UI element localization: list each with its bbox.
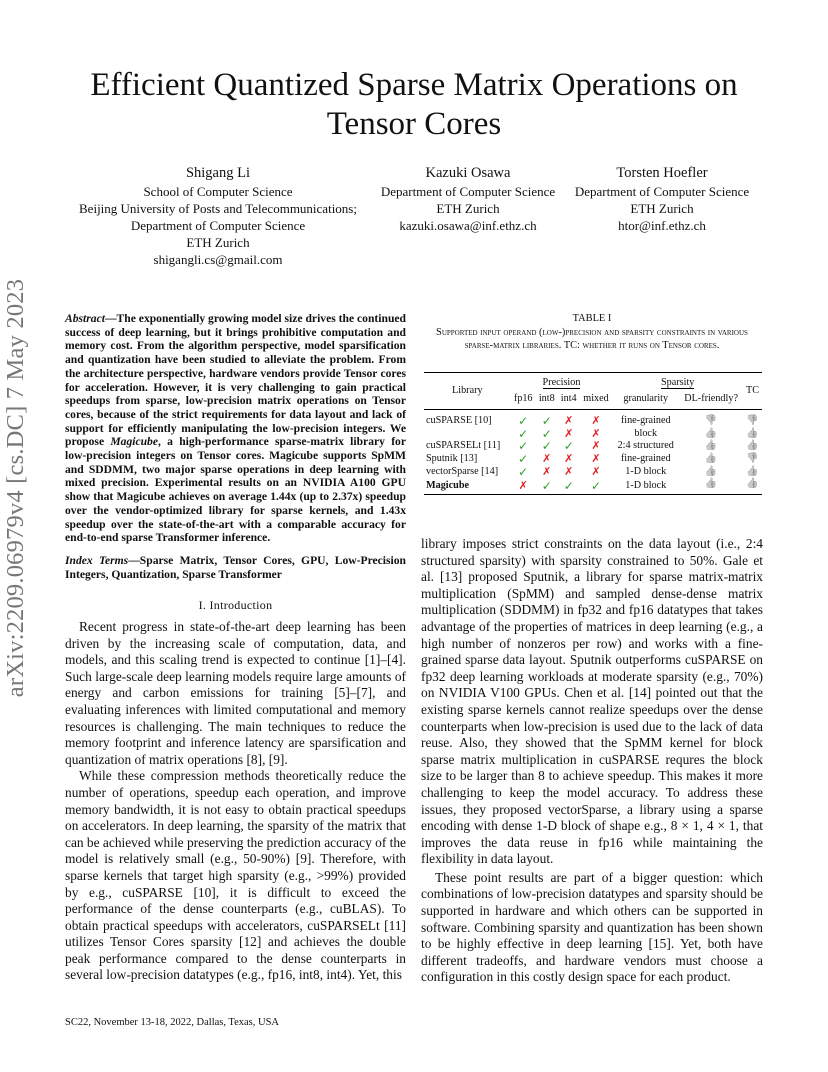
author-affiliation: ETH Zurich: [630, 201, 694, 216]
author-email: shigangli.cs@gmail.com: [153, 252, 283, 267]
abstract-lead: Abstract: [65, 312, 105, 325]
cross-icon: ✗: [591, 452, 601, 465]
check-icon: ✓: [591, 478, 602, 493]
check-icon: ✓: [541, 426, 552, 441]
check-icon: ✓: [541, 414, 552, 429]
paragraph: These point results are part of a bigger question: which combinations of low-precision datatypes and sparsity should be supported in hardware and which others can be supported in software. Combining sparsity and quantization has been shown to be highly effective in deep learning [15]. Yet, both have different tradeoffs, and hardware vendors must choose a configuration in this costly design space for each product.: [421, 869, 763, 985]
granularity-cell: 1-D block: [625, 465, 667, 477]
library-name: cuSPARSELt [11]: [426, 440, 501, 452]
author-name: Torsten Hoefler: [616, 165, 708, 181]
header-int4: int4: [560, 393, 577, 405]
thumbs-up-icon: 👍: [704, 452, 718, 464]
author-email: kazuki.osawa@inf.ethz.ch: [399, 218, 537, 233]
thumbs-up-icon: 👍: [746, 465, 759, 477]
header-tc: TC: [746, 384, 760, 396]
library-name: cuSPARSE [10]: [426, 415, 492, 427]
table-row: [424, 410, 762, 428]
check-icon: ✓: [563, 439, 574, 454]
table-label: TABLE I: [572, 313, 612, 324]
author-affiliation: ETH Zurich: [186, 235, 250, 250]
cross-icon: ✗: [591, 440, 601, 453]
thumbs-up-icon: 👍: [704, 427, 718, 439]
cross-icon: ✗: [564, 452, 574, 465]
index-terms: [65, 554, 406, 581]
index-terms-text: —Sparse Matrix, Tensor Cores, GPU, Low-Precision Integers, Quantization, Sparse Transformer: [65, 554, 406, 581]
left-column-body: [65, 619, 406, 984]
thumbs-up-icon: 👍: [746, 427, 759, 439]
author-affiliation: Department of Computer Science: [380, 184, 556, 199]
table-row: [424, 466, 762, 479]
arxiv-identifier: arXiv:2209.06979v4 [cs.DC] 7 May 2023: [2, 278, 29, 698]
page-footer: SC22, November 13-18, 2022, Dallas, Texas, USA: [65, 1017, 280, 1028]
thumbs-up-icon: 👍: [704, 465, 718, 477]
author-name: Shigang Li: [185, 165, 251, 181]
cross-icon: ✗: [591, 465, 601, 478]
granularity-cell: 1-D block: [625, 479, 667, 491]
author-block-1: [68, 163, 368, 268]
author-block-3: [564, 163, 760, 234]
cross-icon: ✗: [542, 465, 552, 478]
thumbs-up-icon: 👍: [704, 478, 718, 490]
header-mixed: mixed: [583, 393, 609, 405]
library-name: [424, 428, 511, 441]
index-terms-lead: Index Terms: [65, 554, 129, 567]
header-int8: int8: [538, 393, 555, 405]
library-name: Magicube: [426, 479, 470, 491]
check-icon: ✓: [518, 414, 529, 429]
header-precision: Precision: [542, 377, 581, 388]
table-row: [424, 440, 762, 453]
paragraph: While these compression methods theoretically reduce the number of operations, speedup each operation, and improve memory bandwidth, it is not easy to obtain practical speedups on accelerators. In deep learning, the sparsity of the matrix that can be achieved while preserving the prediction accuracy of the model is relatively small (e.g., 50-90%) [9]. Therefore, with sparse kernels that target high sparsity (e.g., >99%) provided by e.g., cuSPARSE [10], it is difficult to exceed the performance of the dense counterparts (e.g., cuBLAS). To obtain practical speedups with accelerators, cuSPARSELt [11] utilizes Tensor Cores sparsity [12] and achieves the double peak performance compared to the dense counterparts in several low-precision datatypes (e.g., fp16, int8, int4). Yet, this: [65, 768, 406, 983]
cross-icon: ✗: [564, 465, 574, 478]
library-name: Sputnik [13]: [426, 452, 478, 464]
cross-icon: ✗: [591, 415, 601, 428]
abstract: [65, 312, 406, 545]
author-affiliation: School of Computer Science: [143, 184, 293, 199]
check-icon: ✓: [541, 478, 552, 493]
granularity-cell: 2:4 structured: [617, 440, 674, 452]
abstract-text-tail: , a high-performance sparse-matrix library for low-precision integers on Tensor cores. Magicube supports SpMM and SDDMM, two major sparse operations in deep learning with mixed precision. Experimental results on an NVIDIA A100 GPU show that Magicube achieves on average 1.44x (up to 2.37x) speedup over the vendor-optimized library for sparse kernels, and 1.43x speedup over the state-of-the-art with a comparable accuracy for end-to-end sparse Transformer inference.: [65, 435, 406, 545]
abstract-text: —The exponentially growing model size drives the continued success of deep learning, but it brings prohibitive computation and memory cost. From the algorithm perspective, model sparsification and quantization have been studied to alleviate the problem. From the architecture perspective, hardware vendors provide Tensor cores for acceleration. However, it is very challenging to gain practical speedups from sparse, low-precision matrix operations on Tensor cores, because of the strict requirements for data layout and lack of support for efficiently manipulating the low-precision integers. We propose: [65, 312, 406, 449]
thumbs-down-icon: 👎: [746, 415, 759, 427]
paragraph: library imposes strict constraints on the data layout (i.e., 2:4 structured sparsity) with sparsity constrained to 50%. Gale et al. [13] proposed Sputnik, a library for sparse matrix-matrix multiplication (SpMM) and sampled dense-dense matrix multiplication (SDDMM) in fp32 and fp16 datatypes that takes advantage of the properties of matrices in deep learning (e.g., a high number of nonzeros per row) and works with a fine-grained sparse data layout. Sputnik outperforms cuSPARSE on fp32 deep learning workloads at moderate sparsity (e.g., 70%) on NVIDIA V100 GPUs. Chen et al. [14] pointed out that the existing sparse kernels cannot realize speedups over the dense counterparts when low-precision is used due to the lack of data reuse. Also, they showed that the SpMM kernel for block sparse matrix multiplication in cuSPARSE requres the block size to be larger than 8 to achieve speedup. This makes it more challenging to keep the model accuracy. To address these issues, they proposed vectorSparse, a library using a sparse encoding with dense 1-D block of shape e.g., 8 × 1, 4 × 1, that improves the data reuse in fp16 while maintaining the flexibility in data layout.: [421, 536, 763, 867]
right-column-body: [421, 536, 763, 986]
check-icon: ✓: [518, 464, 529, 479]
paragraph: Recent progress in state-of-the-art deep learning has been driven by the increasing scale of computation, data, and models, and this scaling trend is expected to continue [1]–[4]. Such large-scale deep learning models require large amounts of energy and carbon emissions for training [5]–[7], and evaluating inferences with limited computational and memory resources is challenging. The main techniques to reduce the memory footprint and inference latency are sparsification and quantization of matrix operations [8], [9].: [65, 619, 406, 767]
check-icon: ✓: [563, 478, 574, 493]
header-dl-friendly: DL-friendly?: [684, 393, 738, 405]
section-heading: I. Introduction: [198, 598, 273, 612]
thumbs-down-icon: 👎: [746, 452, 759, 464]
table-precision-sparsity: [424, 372, 762, 495]
thumbs-up-icon: 👍: [746, 478, 759, 490]
cross-icon: ✗: [542, 452, 552, 465]
table-caption: [421, 313, 763, 352]
granularity-cell: block: [634, 427, 658, 439]
author-affiliation: Beijing University of Posts and Telecommunications;: [79, 201, 357, 216]
check-icon: ✓: [518, 439, 529, 454]
granularity-cell: fine-grained: [620, 415, 671, 427]
author-name: Kazuki Osawa: [425, 165, 511, 181]
table-caption-text: Supported input operand (low-)precision and sparsity constraints in various sparse-matrix libraries. TC: whether it runs on Tensor cores.: [436, 327, 748, 351]
header-granularity: granularity: [623, 393, 669, 405]
check-icon: ✓: [518, 451, 529, 466]
cross-icon: ✗: [518, 479, 528, 492]
cross-icon: ✗: [564, 415, 574, 428]
granularity-cell: fine-grained: [620, 452, 671, 464]
author-email: htor@inf.ethz.ch: [618, 218, 706, 233]
table-row: [424, 453, 762, 466]
check-icon: ✓: [518, 426, 529, 441]
library-name: vectorSparse [14]: [426, 465, 499, 477]
header-library: Library: [452, 384, 483, 396]
thumbs-up-icon: 👍: [704, 440, 718, 452]
thumbs-up-icon: 👍: [746, 440, 759, 452]
cross-icon: ✗: [564, 427, 574, 440]
abstract-library-name: Magicube: [110, 435, 159, 449]
table-row: [424, 428, 762, 441]
table-row: [424, 478, 762, 494]
author-affiliation: ETH Zurich: [436, 201, 500, 216]
header-sparsity: Sparsity: [661, 377, 695, 388]
author-affiliation: Department of Computer Science: [574, 184, 750, 199]
author-affiliation: Department of Computer Science: [130, 218, 306, 233]
author-block-2: [370, 163, 566, 234]
header-fp16: fp16: [513, 392, 533, 404]
check-icon: ✓: [541, 439, 552, 454]
cross-icon: ✗: [591, 427, 601, 440]
thumbs-down-icon: 👎: [704, 415, 718, 427]
paper-title: Efficient Quantized Sparse Matrix Operations on Tensor Cores: [90, 67, 738, 142]
